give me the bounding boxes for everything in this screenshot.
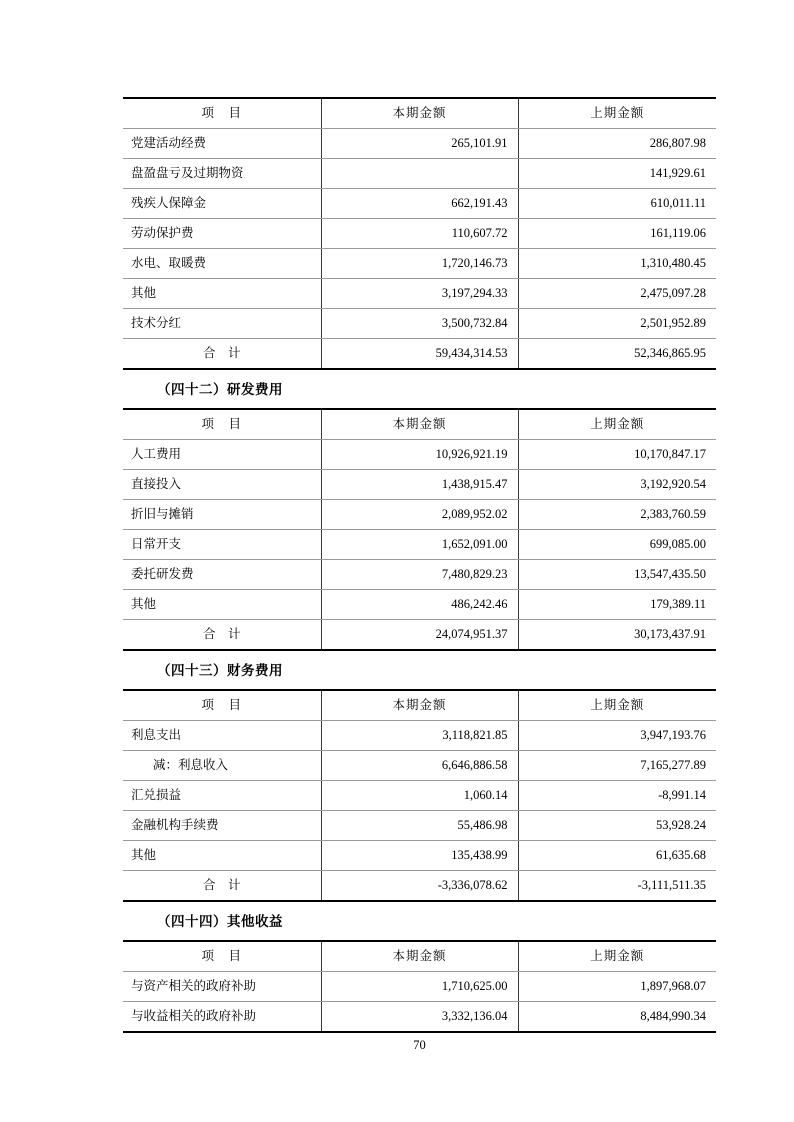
prior-amount: 286,807.98 [518,129,716,159]
table-row [123,189,716,219]
column-header-item: 项 目 [123,690,321,721]
row-label: 与资产相关的政府补助 [123,972,321,1002]
column-header-current: 本期金额 [321,690,518,721]
current-amount: 2,089,952.02 [321,500,518,530]
row-label: 日常开支 [123,530,321,560]
table-row [123,440,716,470]
current-amount: 55,486.98 [321,811,518,841]
row-label: 盘盈盘亏及过期物资 [123,159,321,189]
table-row [123,279,716,309]
row-label: 其他 [123,279,321,309]
row-label: 党建活动经费 [123,129,321,159]
current-amount: 1,438,915.47 [321,470,518,500]
current-amount: 10,926,921.19 [321,440,518,470]
row-label: 合 计 [202,346,241,360]
current-amount: 24,074,951.37 [321,620,518,651]
prior-amount: 53,928.24 [518,811,716,841]
row-label: 汇兑损益 [123,781,321,811]
row-label: 利息支出 [123,721,321,751]
row-label: 其他 [123,841,321,871]
row-label: 与收益相关的政府补助 [131,1009,257,1023]
table-header-row [123,98,716,129]
prior-amount: 7,165,277.89 [518,751,716,781]
prior-amount: 1,310,480.45 [518,249,716,279]
current-amount: 486,242.46 [321,590,518,620]
current-amount: 6,646,886.58 [321,751,518,781]
row-label: 直接投入 [123,470,321,500]
table-row [123,129,716,159]
prior-amount: -3,111,511.35 [518,871,716,902]
current-amount: 110,607.72 [321,219,518,249]
prior-amount: 1,897,968.07 [518,972,716,1002]
expense-table-container [123,97,716,370]
table-row [123,530,716,560]
prior-amount: 161,119.06 [518,219,716,249]
table-row [123,590,716,620]
column-header-current: 本期金额 [321,941,518,972]
section-operating-expenses-continued [123,97,716,370]
section-title-rd-expenses: （四十二）研发费用 [157,382,283,397]
table-row [123,500,716,530]
prior-amount: 8,484,990.34 [518,1002,716,1033]
column-header-item: 项 目 [123,98,321,129]
column-header-item: 项 目 [123,941,321,972]
section-title-other-income: （四十四）其他收益 [157,914,283,929]
prior-amount: 2,475,097.28 [518,279,716,309]
table-row [123,249,716,279]
current-amount: 3,500,732.84 [321,309,518,339]
current-amount: 3,332,136.04 [321,1002,518,1033]
table-row [123,972,716,1002]
row-label: 技术分红 [123,309,321,339]
prior-amount: 3,192,920.54 [518,470,716,500]
section-financial-expenses [123,661,716,902]
current-amount: 1,710,625.00 [321,972,518,1002]
current-amount: 3,118,821.85 [321,721,518,751]
prior-amount: 2,501,952.89 [518,309,716,339]
rd-expense-table-container [123,408,716,651]
column-header-prior: 上期金额 [518,409,716,440]
row-label: 金融机构手续费 [123,811,321,841]
table-row [123,560,716,590]
row-label: 人工费用 [123,440,321,470]
table-row [123,309,716,339]
table-row [123,811,716,841]
prior-amount: 13,547,435.50 [518,560,716,590]
table-row [123,219,716,249]
current-amount: 662,191.43 [321,189,518,219]
table-header-row [123,409,716,440]
table-row [123,751,716,781]
current-amount: 1,720,146.73 [321,249,518,279]
table-row [123,781,716,811]
prior-amount: 141,929.61 [518,159,716,189]
section-other-income [123,912,716,1033]
prior-amount: 52,346,865.95 [518,339,716,370]
current-amount: -3,336,078.62 [321,871,518,902]
financial-expense-table-container [123,689,716,902]
prior-amount: 61,635.68 [518,841,716,871]
financial-table [123,940,716,1033]
current-amount: 1,652,091.00 [321,530,518,560]
column-header-prior: 上期金额 [518,941,716,972]
financial-table [123,689,716,902]
table-row [123,470,716,500]
row-label: 减：利息收入 [123,751,321,781]
table-total-row [123,871,716,902]
page-number: 70 [413,1038,426,1052]
report-content [123,97,716,1033]
column-header-prior: 上期金额 [518,690,716,721]
table-header-row [123,941,716,972]
column-header-prior: 上期金额 [518,98,716,129]
column-header-current: 本期金额 [321,98,518,129]
row-label: 水电、取暖费 [123,249,321,279]
financial-table [123,97,716,370]
row-label: 劳动保护费 [123,219,321,249]
current-amount: 3,197,294.33 [321,279,518,309]
row-label: 委托研发费 [123,560,321,590]
current-amount: 265,101.91 [321,129,518,159]
column-header-current: 本期金额 [321,409,518,440]
prior-amount: 179,389.11 [518,590,716,620]
prior-amount: 30,173,437.91 [518,620,716,651]
prior-amount: 10,170,847.17 [518,440,716,470]
table-row [123,1002,716,1033]
current-amount: 135,438.99 [321,841,518,871]
column-header-item: 项 目 [123,409,321,440]
prior-amount: 2,383,760.59 [518,500,716,530]
current-amount: 7,480,829.23 [321,560,518,590]
row-label: 合 计 [202,627,241,641]
financial-table [123,408,716,651]
row-label: 合 计 [202,878,241,892]
current-amount: 1,060.14 [321,781,518,811]
prior-amount: -8,991.14 [518,781,716,811]
row-label: 残疾人保障金 [123,189,321,219]
prior-amount: 610,011.11 [518,189,716,219]
section-title-financial-expenses: （四十三）财务费用 [157,663,283,678]
table-row [123,721,716,751]
other-income-table-container [123,940,716,1033]
table-total-row [123,339,716,370]
current-amount: 59,434,314.53 [321,339,518,370]
table-total-row [123,620,716,651]
prior-amount: 699,085.00 [518,530,716,560]
table-header-row [123,690,716,721]
current-amount [321,159,518,189]
prior-amount: 3,947,193.76 [518,721,716,751]
row-label: 折旧与摊销 [123,500,321,530]
section-rd-expenses [123,380,716,651]
table-row [123,841,716,871]
row-label: 其他 [123,590,321,620]
table-row [123,159,716,189]
